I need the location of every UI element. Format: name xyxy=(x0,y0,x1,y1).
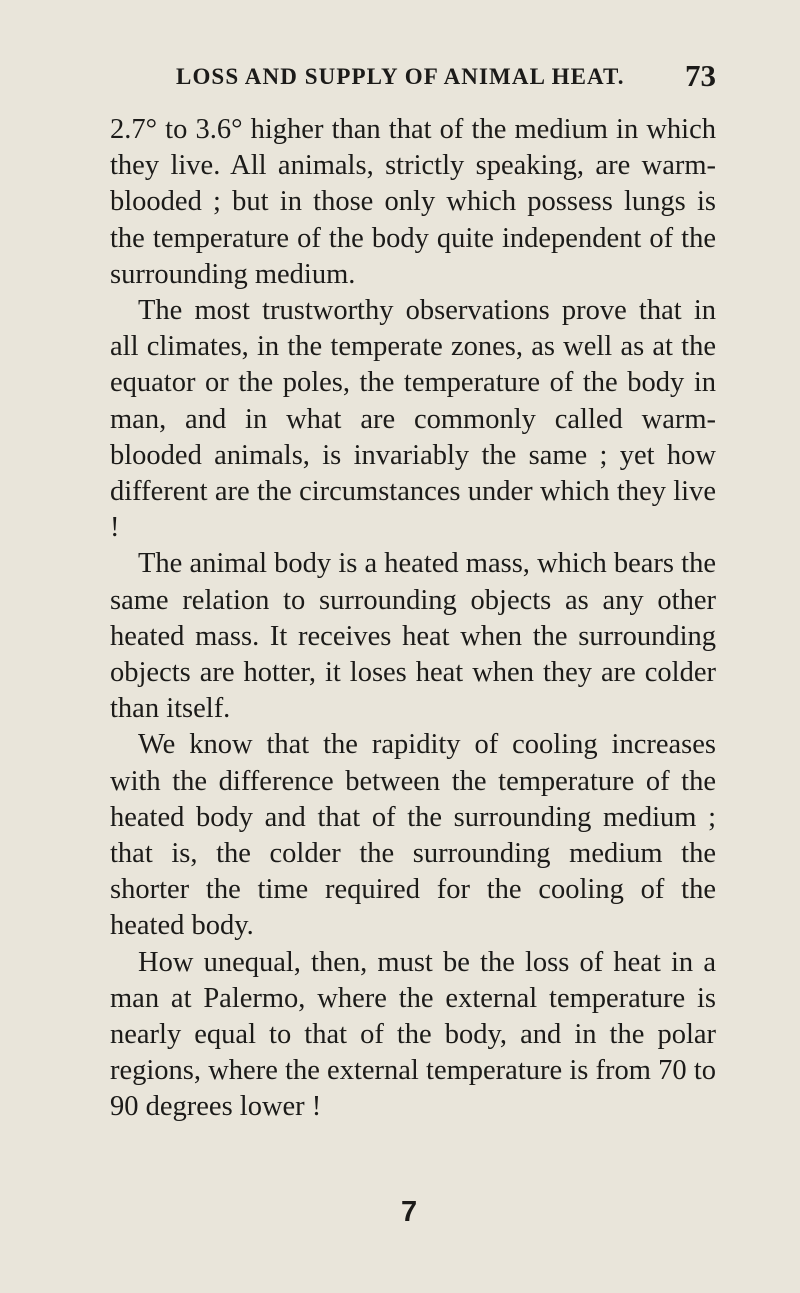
running-head-title: LOSS AND SUPPLY OF ANIMAL HEAT. xyxy=(176,64,625,89)
running-head xyxy=(176,58,716,94)
paragraph-continuation: 2.7° to 3.6° higher than that of the medium in which they live. All animals, strictly speaking, are warm-blooded ; but in those only which possess lungs is the temperature of the body quite independent of the surrounding medium. xyxy=(110,114,716,290)
signature-mark: 7 xyxy=(401,1196,418,1228)
body-text xyxy=(110,112,716,1126)
paragraph-observations: The most trustworthy observations prove that in all climates, in the temperate zones, as well as at the equator or the poles, the temperature of the body in man, and in what are commonly called warm-blooded animals, is invariably the same ; yet how different are the circumstances under which they live ! xyxy=(110,295,716,544)
paragraph-palermo: How unequal, then, must be the loss of heat in a man at Palermo, where the external temperature is nearly equal to that of the body, and in the polar regions, where the external temperature is from 70 to 90 degrees lower ! xyxy=(110,946,716,1123)
page-number: 73 xyxy=(685,58,716,93)
paragraph-rapidity-of-cooling: We know that the rapidity of cooling increases with the difference between the temperature of the heated body and that of the surrounding medium ; that is, the colder the surrounding medium the shorter the time required for the cooling of the heated body. xyxy=(110,729,716,942)
paragraph-heated-mass: The animal body is a heated mass, which bears the same relation to surrounding objects as any other heated mass. It receives heat when the surrounding objects are hotter, it loses heat when they are colder than itself. xyxy=(110,548,716,725)
